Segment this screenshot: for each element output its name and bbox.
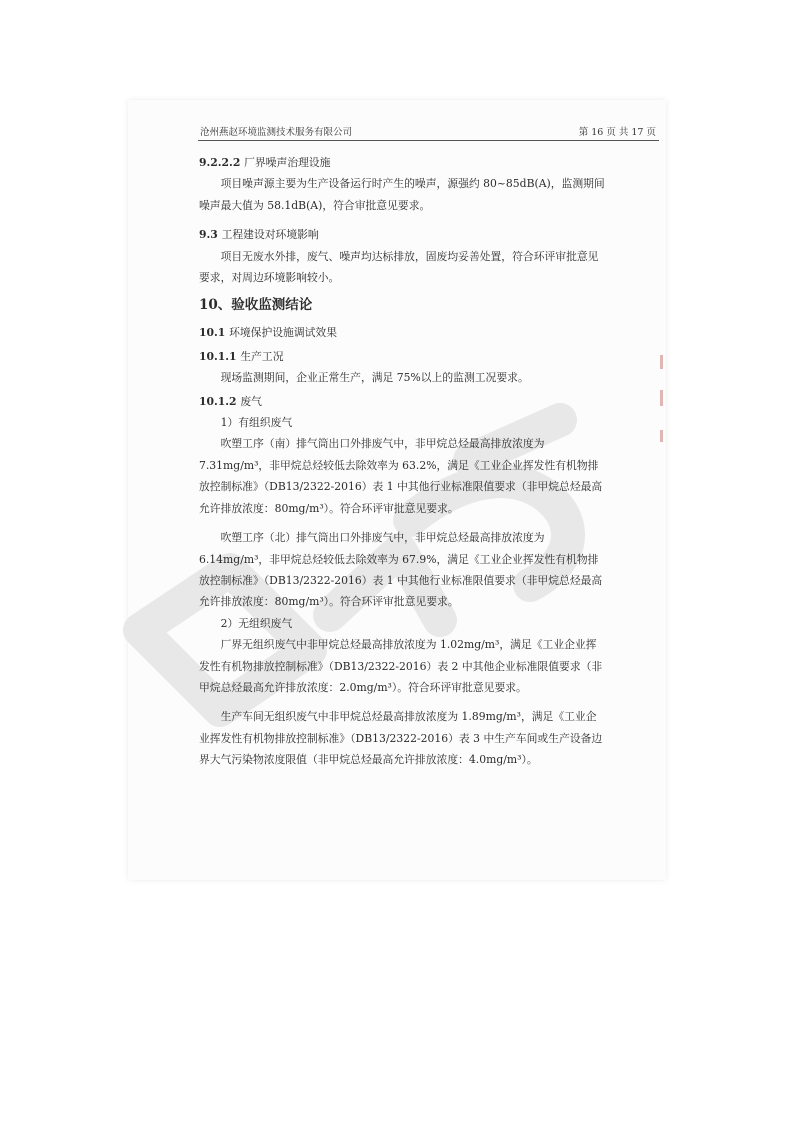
- paragraph-production: 现场监测期间，企业正常生产，满足 75%以上的监测工况要求。: [220, 371, 529, 385]
- header-company: 沧州燕赵环境监测技术服务有限公司: [200, 127, 353, 138]
- paragraph-unorganized-boundary: 厂界无组织废气中非甲烷总烃最高排放浓度为 1.02mg/m³，满足《工业企业挥发性有机物排放控制标准》（DB13/2322-2016）表 2 中其他企业标准限值要求（非甲烷总烃最高允许排放浓度：2.0mg/m³）。符合环评审批意见要求。: [199, 638, 603, 694]
- paragraph-organized-south: 吹塑工序（南）排气筒出口外排废气中，非甲烷总烃最高排放浓度为 7.31mg/m³，非甲烷总烃较低去除效率为 63.2%，满足《工业企业挥发性有机物排放控制标准》（DB13/2322-2016）表 1 中其他行业标准限值要求（非甲烷总烃最高允许排放浓度：80mg/m³）。符合环评审批意见要求。: [199, 437, 603, 515]
- heading-9-2-2-2: 9.2.2.2 厂界噪声治理设施: [199, 156, 331, 169]
- paragraph-env-impact: 项目无废水外排，废气、噪声均达标排放，固废均妥善处置，符合环评审批意见要求，对周边环境影响较小。: [199, 249, 599, 285]
- paragraph-organized-north: 吹塑工序（北）排气筒出口外排废气中，非甲烷总烃最高排放浓度为 6.14mg/m³，非甲烷总烃较低去除效率为 67.9%，满足《工业企业挥发性有机物排放控制标准》（DB13/2322-2016）表 1 中其他行业标准限值要求（非甲烷总烃最高允许排放浓度：80mg/m³）。符合环评审批意见要求。: [199, 531, 603, 609]
- edge-stamp-mark: [658, 350, 668, 470]
- subheading-organized: 1）有组织废气: [220, 416, 293, 430]
- paragraph-unorganized-workshop: 生产车间无组织废气中非甲烷总烃最高排放浓度为 1.89mg/m³，满足《工业企业挥发性有机物排放控制标准》（DB13/2322-2016）表 3 中生产车间或生产设备边界大气污染物浓度限值（非甲烷总烃最高允许排放浓度：4.0mg/m³）。: [199, 710, 603, 767]
- header-rule: [198, 140, 659, 141]
- paragraph-noise-facility: 项目噪声源主要为生产设备运行时产生的噪声，源强约 80~85dB(A)，监测期间噪声最大值为 58.1dB(A)，符合审批意见要求。: [199, 177, 605, 212]
- heading-9-3: 9.3 工程建设对环境影响: [199, 228, 319, 242]
- heading-10-1: 10.1 环境保护设施调试效果: [199, 326, 338, 340]
- subheading-unorganized: 2）无组织废气: [220, 616, 293, 630]
- heading-10-1-1: 10.1.1 生产工况: [199, 349, 284, 363]
- page-header: [200, 124, 656, 140]
- heading-10: 10、验收监测结论: [199, 297, 313, 314]
- header-page-number: 第 16 页 共 17 页: [578, 127, 656, 138]
- document-body: [199, 150, 606, 771]
- heading-10-1-2: 10.1.2 废气: [199, 394, 262, 408]
